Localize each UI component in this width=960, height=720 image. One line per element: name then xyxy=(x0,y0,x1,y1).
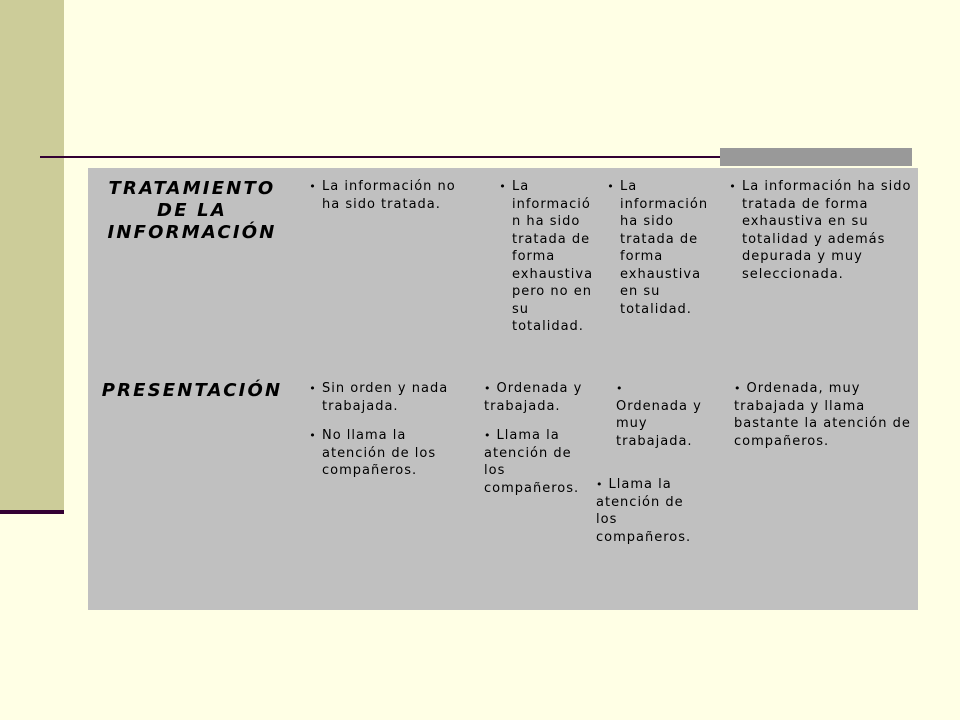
list-item: • Llama la atención de los compañeros. xyxy=(484,428,580,496)
cell-presentacion-2 xyxy=(484,380,590,497)
bullet-icon: • xyxy=(309,429,317,442)
bullet-icon: • xyxy=(309,382,317,395)
list-item: • Sin orden y nada trabajada. xyxy=(304,380,474,415)
bullet-icon: • xyxy=(607,180,615,193)
bullet-icon: • xyxy=(734,382,742,395)
list-item: • La información ha sido tratada de forma exhaustiva en su totalidad y además depurada y muy seleccionada. xyxy=(724,178,914,283)
bullet-icon: • xyxy=(484,382,492,395)
cell-presentacion-4: • Ordenada, muy trabajada y llama bastante la atención de compañeros. xyxy=(734,381,911,449)
bullet-icon: • xyxy=(309,180,317,193)
bullet-icon: • xyxy=(484,429,492,442)
bullet-icon: • xyxy=(499,180,507,193)
cell-tratamiento-1 xyxy=(304,178,474,213)
cell-tratamiento-4 xyxy=(724,178,914,283)
cell-presentacion-3a: • Ordenada y muy trabajada. xyxy=(616,380,706,450)
bullet-icon: • xyxy=(729,180,737,193)
list-item: • Ordenada y trabajada. xyxy=(484,381,583,414)
decorative-gray-block xyxy=(720,148,912,166)
list-item: • No llama la atención de los compañeros. xyxy=(304,427,474,480)
row-header-presentacion: PRESENTACIÓN xyxy=(101,380,283,401)
bullet-icon: • xyxy=(596,478,604,491)
decorative-left-band xyxy=(0,0,64,512)
list-item: • La información ha sido tratada de forma exhaustiva en su totalidad. xyxy=(602,178,706,318)
list-item: • La informació n ha sido tratada de forma exhaustiva pero no en su totalidad. xyxy=(494,178,574,336)
cell-presentacion-1 xyxy=(304,380,474,480)
decorative-left-underline xyxy=(0,510,64,514)
cell-presentacion-3b: • Llama la atención de los compañeros. xyxy=(596,477,692,545)
list-item: • La información no ha sido tratada. xyxy=(304,178,474,213)
row-header-tratamiento: TRATAMIENTO DE LA INFORMACIÓN xyxy=(107,178,277,243)
rubric-table xyxy=(88,168,918,610)
bullet-icon: • xyxy=(616,382,624,395)
cell-tratamiento-3 xyxy=(602,178,709,318)
cell-tratamiento-2 xyxy=(494,178,594,336)
